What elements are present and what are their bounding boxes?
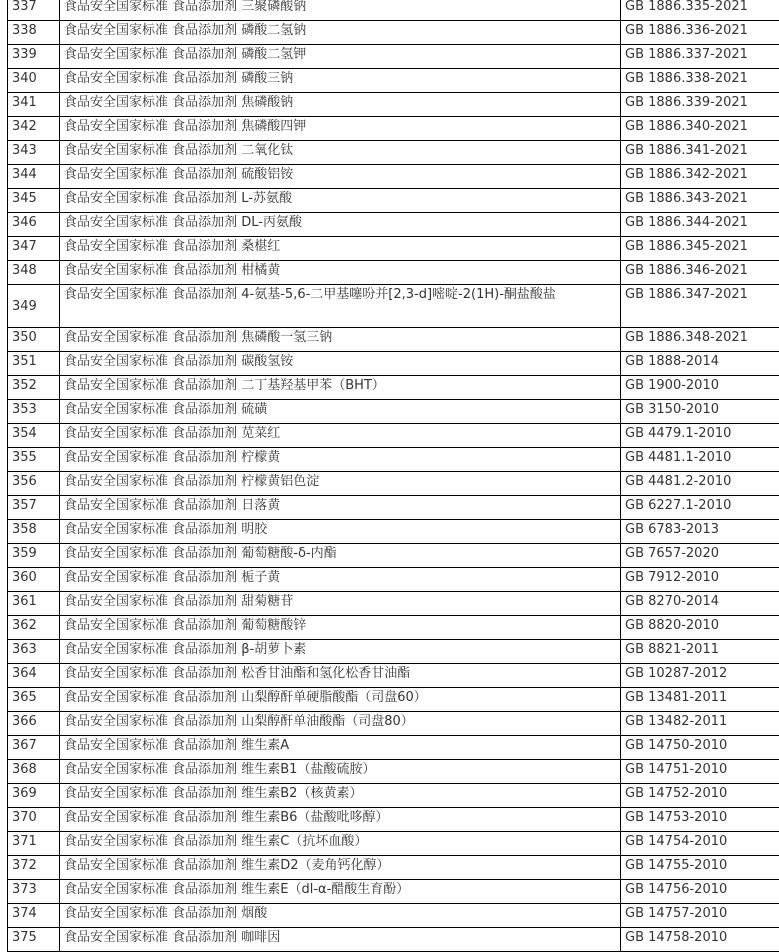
table-row (8, 261, 779, 285)
standard-code: GB 1886.346-2021 (621, 261, 779, 285)
standard-code: GB 7912-2010 (621, 568, 779, 592)
standard-title: 食品安全国家标准 食品添加剂 L-苏氨酸 (60, 189, 621, 213)
row-number: 355 (8, 448, 60, 472)
table-row (8, 640, 779, 664)
row-number: 374 (8, 904, 60, 928)
standard-title: 食品安全国家标准 食品添加剂 维生素B1（盐酸硫胺） (60, 760, 621, 784)
standard-title: 食品安全国家标准 食品添加剂 硫磺 (60, 400, 621, 424)
row-number: 356 (8, 472, 60, 496)
row-number: 338 (8, 21, 60, 45)
standard-code: GB 4481.1-2010 (621, 448, 779, 472)
row-number: 348 (8, 261, 60, 285)
standard-code: GB 8820-2010 (621, 616, 779, 640)
standard-code: GB 1886.345-2021 (621, 237, 779, 261)
standard-title: 食品安全国家标准 食品添加剂 明胶 (60, 520, 621, 544)
row-number: 370 (8, 808, 60, 832)
table-row (8, 69, 779, 93)
table-row (8, 904, 779, 928)
standard-title: 食品安全国家标准 食品添加剂 甜菊糖苷 (60, 592, 621, 616)
table-row (8, 165, 779, 189)
row-number: 361 (8, 592, 60, 616)
standard-code: GB 8270-2014 (621, 592, 779, 616)
standard-title: 食品安全国家标准 食品添加剂 烟酸 (60, 904, 621, 928)
standard-code: GB 1886.335-2021 (621, 0, 779, 21)
row-number: 337 (8, 0, 60, 21)
row-number: 346 (8, 213, 60, 237)
standard-title: 食品安全国家标准 食品添加剂 山梨醇酐单油酸酯（司盘80） (60, 712, 621, 736)
row-number: 360 (8, 568, 60, 592)
row-number: 343 (8, 141, 60, 165)
table-row (8, 760, 779, 784)
row-number: 368 (8, 760, 60, 784)
row-number: 375 (8, 928, 60, 952)
standard-title: 食品安全国家标准 食品添加剂 β-胡萝卜素 (60, 640, 621, 664)
standard-code: GB 6783-2013 (621, 520, 779, 544)
row-number: 364 (8, 664, 60, 688)
standard-code: GB 1886.339-2021 (621, 93, 779, 117)
standard-title: 食品安全国家标准 食品添加剂 三聚磷酸钠 (60, 0, 621, 21)
table-row (8, 616, 779, 640)
standard-title: 食品安全国家标准 食品添加剂 硫酸铝铵 (60, 165, 621, 189)
standards-table (7, 0, 779, 952)
row-number: 367 (8, 736, 60, 760)
row-number: 357 (8, 496, 60, 520)
standard-code: GB 8821-2011 (621, 640, 779, 664)
row-number: 345 (8, 189, 60, 213)
table-row (8, 832, 779, 856)
row-number: 353 (8, 400, 60, 424)
row-number: 362 (8, 616, 60, 640)
table-row (8, 237, 779, 261)
standard-title: 食品安全国家标准 食品添加剂 4-氨基-5,6-二甲基噻吩并[2,3-d]嘧啶-2(1H)-酮盐酸盐 (60, 285, 621, 328)
standard-code: GB 1886.344-2021 (621, 213, 779, 237)
table-row (8, 520, 779, 544)
standard-title: 食品安全国家标准 食品添加剂 柑橘黄 (60, 261, 621, 285)
standard-code: GB 14750-2010 (621, 736, 779, 760)
row-number: 350 (8, 328, 60, 352)
standard-code: GB 10287-2012 (621, 664, 779, 688)
standard-title: 食品安全国家标准 食品添加剂 维生素A (60, 736, 621, 760)
standard-title: 食品安全国家标准 食品添加剂 山梨醇酐单硬脂酸酯（司盘60） (60, 688, 621, 712)
standard-code: GB 1886.342-2021 (621, 165, 779, 189)
standard-title: 食品安全国家标准 食品添加剂 二氧化钛 (60, 141, 621, 165)
standard-code: GB 1886.338-2021 (621, 69, 779, 93)
standard-title: 食品安全国家标准 食品添加剂 焦磷酸钠 (60, 93, 621, 117)
table-row (8, 736, 779, 760)
standard-code: GB 1886.348-2021 (621, 328, 779, 352)
table-row (8, 21, 779, 45)
table-row (8, 808, 779, 832)
row-number: 366 (8, 712, 60, 736)
table-row (8, 376, 779, 400)
table-row (8, 213, 779, 237)
table-row (8, 448, 779, 472)
standard-title: 食品安全国家标准 食品添加剂 磷酸三钠 (60, 69, 621, 93)
standard-code: GB 3150-2010 (621, 400, 779, 424)
row-number: 365 (8, 688, 60, 712)
standard-title: 食品安全国家标准 食品添加剂 维生素D2（麦角钙化醇） (60, 856, 621, 880)
standard-code: GB 1886.341-2021 (621, 141, 779, 165)
row-number: 358 (8, 520, 60, 544)
table-row (8, 496, 779, 520)
standard-code: GB 1886.337-2021 (621, 45, 779, 69)
standard-code: GB 14758-2010 (621, 928, 779, 952)
standard-code: GB 14752-2010 (621, 784, 779, 808)
standard-title: 食品安全国家标准 食品添加剂 维生素B6（盐酸吡哆醇） (60, 808, 621, 832)
standard-code: GB 1886.340-2021 (621, 117, 779, 141)
standard-title: 食品安全国家标准 食品添加剂 栀子黄 (60, 568, 621, 592)
table-row (8, 189, 779, 213)
standard-title: 食品安全国家标准 食品添加剂 葡萄糖酸锌 (60, 616, 621, 640)
table-row (8, 400, 779, 424)
row-number: 352 (8, 376, 60, 400)
standard-title: 食品安全国家标准 食品添加剂 桑椹红 (60, 237, 621, 261)
table-row (8, 424, 779, 448)
standard-title: 食品安全国家标准 食品添加剂 焦磷酸四钾 (60, 117, 621, 141)
row-number: 371 (8, 832, 60, 856)
standard-title: 食品安全国家标准 食品添加剂 日落黄 (60, 496, 621, 520)
standard-title: 食品安全国家标准 食品添加剂 二丁基羟基甲苯（BHT） (60, 376, 621, 400)
table-row (8, 688, 779, 712)
table-row (8, 0, 779, 21)
table-row (8, 45, 779, 69)
row-number: 372 (8, 856, 60, 880)
standard-title: 食品安全国家标准 食品添加剂 葡萄糖酸-δ-内酯 (60, 544, 621, 568)
table-row (8, 141, 779, 165)
standard-code: GB 6227.1-2010 (621, 496, 779, 520)
standard-title: 食品安全国家标准 食品添加剂 碳酸氢铵 (60, 352, 621, 376)
table-row (8, 664, 779, 688)
row-number: 354 (8, 424, 60, 448)
row-number: 363 (8, 640, 60, 664)
table-row (8, 352, 779, 376)
table-row (8, 856, 779, 880)
row-number: 342 (8, 117, 60, 141)
row-number: 369 (8, 784, 60, 808)
standards-table-body (8, 0, 779, 952)
table-row (8, 784, 779, 808)
standard-code: GB 13481-2011 (621, 688, 779, 712)
standard-code: GB 14751-2010 (621, 760, 779, 784)
standard-code: GB 4479.1-2010 (621, 424, 779, 448)
row-number: 344 (8, 165, 60, 189)
standard-code: GB 1886.347-2021 (621, 285, 779, 328)
row-number: 340 (8, 69, 60, 93)
standard-title: 食品安全国家标准 食品添加剂 松香甘油酯和氢化松香甘油酯 (60, 664, 621, 688)
table-row (8, 472, 779, 496)
standard-code: GB 1900-2010 (621, 376, 779, 400)
table-row (8, 928, 779, 952)
standard-code: GB 1886.343-2021 (621, 189, 779, 213)
table-row (8, 712, 779, 736)
row-number: 341 (8, 93, 60, 117)
row-number: 339 (8, 45, 60, 69)
table-row (8, 93, 779, 117)
row-number: 349 (8, 285, 60, 328)
standard-title: 食品安全国家标准 食品添加剂 DL-丙氨酸 (60, 213, 621, 237)
standard-code: GB 4481.2-2010 (621, 472, 779, 496)
standard-title: 食品安全国家标准 食品添加剂 磷酸二氢钾 (60, 45, 621, 69)
standard-title: 食品安全国家标准 食品添加剂 柠檬黄铝色淀 (60, 472, 621, 496)
table-row (8, 592, 779, 616)
standard-title: 食品安全国家标准 食品添加剂 咖啡因 (60, 928, 621, 952)
standard-code: GB 14754-2010 (621, 832, 779, 856)
standard-code: GB 7657-2020 (621, 544, 779, 568)
standard-code: GB 1888-2014 (621, 352, 779, 376)
row-number: 347 (8, 237, 60, 261)
standard-code: GB 13482-2011 (621, 712, 779, 736)
row-number: 373 (8, 880, 60, 904)
standard-title: 食品安全国家标准 食品添加剂 苋菜红 (60, 424, 621, 448)
row-number: 351 (8, 352, 60, 376)
table-row (8, 285, 779, 328)
standard-title: 食品安全国家标准 食品添加剂 维生素E（dl-α-醋酸生育酚） (60, 880, 621, 904)
standard-title: 食品安全国家标准 食品添加剂 柠檬黄 (60, 448, 621, 472)
standard-code: GB 14753-2010 (621, 808, 779, 832)
standard-title: 食品安全国家标准 食品添加剂 磷酸二氢钠 (60, 21, 621, 45)
row-number: 359 (8, 544, 60, 568)
standard-title: 食品安全国家标准 食品添加剂 焦磷酸一氢三钠 (60, 328, 621, 352)
standard-code: GB 14756-2010 (621, 880, 779, 904)
table-row (8, 544, 779, 568)
standard-code: GB 1886.336-2021 (621, 21, 779, 45)
standard-code: GB 14757-2010 (621, 904, 779, 928)
standard-code: GB 14755-2010 (621, 856, 779, 880)
standard-title: 食品安全国家标准 食品添加剂 维生素C（抗坏血酸） (60, 832, 621, 856)
standard-title: 食品安全国家标准 食品添加剂 维生素B2（核黄素） (60, 784, 621, 808)
table-row (8, 117, 779, 141)
table-row (8, 328, 779, 352)
table-row (8, 880, 779, 904)
table-row (8, 568, 779, 592)
